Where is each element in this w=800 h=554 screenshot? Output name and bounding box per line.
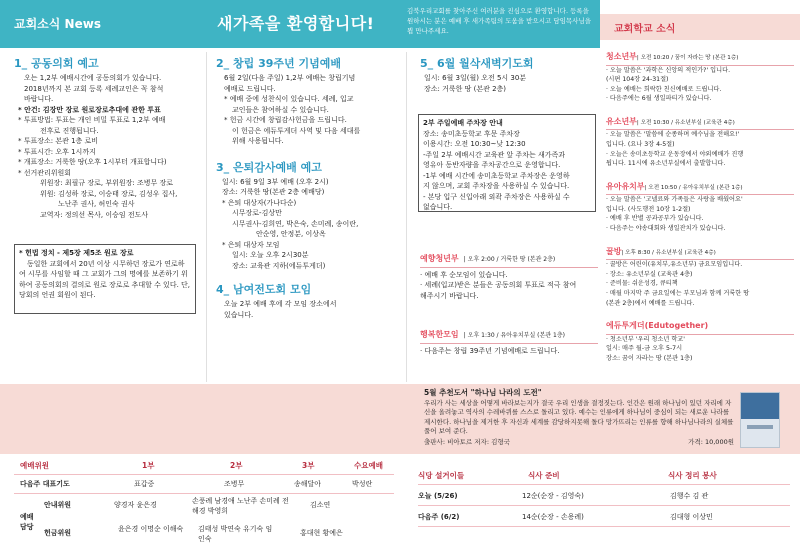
school-group-line: 입니다. (요나 3장 4-5절)	[606, 140, 675, 148]
text-line: 6월 2일(다음 주일) 1,2부 예배는 창립기념	[224, 74, 356, 82]
meal-h1: 식사 준비	[528, 471, 560, 480]
duty-h2: 2부	[230, 461, 243, 470]
section-5-body	[420, 73, 595, 94]
text-line: 위해 사용됩니다.	[232, 137, 284, 145]
bullet-line: 위원: 김성하 장로, 이승태 장로, 김성우 집사,	[40, 189, 178, 198]
meal-table	[418, 470, 790, 527]
duty-prayer-4: 박성란	[352, 480, 373, 488]
school-title: 교회학교 소식	[614, 24, 676, 35]
offering-label: 헌금위원	[44, 529, 72, 537]
section-1-title: 1_ 공동의회 예고	[14, 57, 99, 70]
text-line: 오늘 2부 예배 후에 각 모임 장소에서	[224, 300, 337, 308]
school-group-line: · 오늘 말씀은 '과학은 신앙의 적인가?' 입니다.	[606, 66, 731, 74]
meal-row-today	[418, 485, 790, 505]
duty-h1: 1부	[142, 461, 155, 470]
bullet-line: * 안건: 김장만 장로 원로장로추대에 관한 투표	[18, 105, 161, 114]
bullet-line: 노난주 권사, 허인숙 권사	[58, 200, 135, 208]
duty-prayer-2: 조병무	[224, 480, 245, 488]
school-group-line: · 오늘 예배는 희락한 친신예배로 드립니다.	[606, 85, 722, 93]
text-line: 안순영, 안정분, 이상옥	[256, 230, 326, 238]
school-group-line: 입니다. (사도행전 10장 1-2절)	[606, 205, 691, 213]
usher-label: 안내위원	[44, 501, 72, 509]
meal-h2: 식사 정리 봉사	[668, 471, 717, 480]
youth-body	[420, 270, 598, 302]
text-line: 장소: 교육관 지하(에듀투게더)	[232, 261, 326, 270]
school-group-line: · 꿀방은 어린이(유치부,유소년부) 금요모임입니다.	[606, 261, 743, 269]
text-line: 일시: 6월 9일 3부 예배 (오후 2시)	[222, 177, 329, 186]
duty-header-row	[14, 460, 394, 474]
bullet-line: 교역자: 정의선 목사, 이승임 전도사	[40, 210, 149, 219]
duty-h3: 3부	[302, 461, 315, 470]
meal-h0: 식당 설거이들	[418, 471, 465, 480]
text-line: · 세례(입교)받은 분들은 공동의회 투표로 적극 참여	[420, 281, 577, 289]
bullet-line: 전후로 진행됩니다.	[40, 126, 99, 135]
school-group	[606, 44, 794, 104]
school-group	[606, 174, 794, 234]
section-1-bullets	[14, 105, 204, 221]
school-group-line: 장소: 꿈이 자라는 땅 (본관 1층)	[606, 354, 693, 362]
offering-1: 윤은경 이명순 이해숙	[118, 525, 184, 533]
duty-prayer-1: 표갑중	[134, 480, 155, 488]
school-group-line: · 오늘 말씀은 '고넬료와 가족들은 사랑을 배웠어요'	[606, 196, 743, 204]
book-cover-image	[740, 392, 780, 448]
col-4-school	[606, 44, 794, 368]
page-title: 새가족을 환영합니다!	[217, 14, 375, 33]
bullet-line: * 선거관리위원회	[18, 168, 72, 177]
text-line: 일시: 6월 3일(월) 오전 5시 30분	[424, 74, 527, 82]
text-line: 장소: 거룩한 땅 (본관 2층)	[424, 84, 507, 93]
section-5-title: 5_ 6월 월삭새벽기도회	[420, 57, 534, 70]
text-line: 바랍니다.	[24, 95, 54, 103]
usher-3: 김소연	[310, 501, 331, 509]
text-line: 예배로 드립니다.	[224, 84, 276, 93]
text-line: 일시: 오늘 오후 2시30분	[232, 251, 309, 259]
duty-side-label: 예배 담당	[20, 513, 34, 531]
text-line: 장소: 송미초등학교 후문 주차장	[423, 129, 520, 138]
happy-body	[420, 346, 598, 357]
constitution-title: * 헌법 정치 - 제5장 제5조 원로 장로	[19, 249, 134, 257]
text-line: * 은퇴 대상자(가나다순)	[222, 198, 297, 207]
text-line: 있습니다.	[224, 310, 254, 319]
text-line: - 본당 입구 신입아래 외곽 주차장은 사용하실 수	[423, 192, 570, 201]
book-info	[424, 388, 736, 447]
meal-next-prep: 14순(순장 - 손용례)	[522, 513, 584, 521]
parking-body	[423, 129, 591, 213]
welcome-title-box	[205, 0, 395, 48]
parking-title: 2부 주일예배 주차장 안내	[423, 119, 503, 127]
school-group-line: 일시: 매주 월-금 오후 5-7시	[606, 345, 683, 353]
school-group-title: 유소년부	[606, 116, 637, 126]
col-3	[420, 55, 595, 94]
school-group-title: 에듀투게더(Edutogether)	[606, 321, 709, 331]
school-group-line: · 매월 마지막 주 금요일에는 부모님과 함께 거룩한 땅	[606, 289, 750, 297]
duty-table	[14, 460, 394, 554]
text-line: 이용시간: 오전 10:30~낮 12:30	[423, 140, 526, 148]
school-group-line: 됩니다. 11시에 유소년부실에서 출발합니다.	[606, 160, 726, 168]
book-title: 5월 추천도서 "하나님 나라의 도전"	[424, 388, 542, 397]
school-group	[606, 239, 794, 308]
school-group-sub: | 오전 10:20 / 꿈이 자라는 땅 (본관 1층)	[636, 55, 739, 61]
school-group-line: · 준비물: 쉬운성경, 큐티책	[606, 280, 678, 288]
text-line: 교인들은 참여하실 수 있습니다.	[232, 105, 329, 114]
col-1	[14, 55, 204, 220]
section-4-title: 4_ 남여전도회 모임	[216, 283, 312, 296]
school-group-line: · 다음주는 야송대회와 생일잔치가 있습니다.	[606, 225, 726, 233]
text-line: 시무권사-김희연, 박은숙, 손미례, 송이란,	[232, 219, 359, 228]
section-4-body	[216, 299, 401, 320]
text-line: 2018년까지 본 교회 등록 세례교인은 꼭 참석	[24, 84, 164, 93]
youth-title: 예향청년부	[420, 254, 459, 263]
text-line: -주일 2부 예배시간 교육관 앞 주차는 새가족과	[423, 150, 566, 159]
school-group-line: · 오늘 말씀은 '말씀에 순종하며 예수님을 전해요!'	[606, 131, 740, 139]
text-line: 시무장로-김상만	[232, 209, 282, 217]
text-line: 영유아 동반자량을 주차공간으로 운영합니다.	[423, 161, 561, 169]
welcome-note	[395, 0, 600, 48]
book-price: 가격: 10,000원	[688, 437, 734, 446]
school-group-line: (본관 2층)에서 예배를 드립니다.	[606, 299, 695, 307]
school-group-title: 유아유치부	[606, 181, 645, 191]
meal-next-label: 다음주 (6/2)	[418, 513, 460, 521]
school-group-line: · 장소: 유소년부실 (교육관 4층)	[606, 270, 693, 278]
meal-today-prep: 12순(순장 - 김영숙)	[522, 492, 584, 500]
text-line: * 은퇴 대상자 모임	[222, 240, 280, 249]
section-3-body	[216, 177, 401, 272]
school-group	[606, 313, 794, 363]
divider-1	[206, 52, 207, 382]
bullet-line: * 투표장소: 본관 1층 로비	[18, 137, 99, 145]
constitution-box	[14, 244, 196, 314]
section-2-title: 2_ 창립 39주년 기념예배	[216, 57, 341, 70]
text-line: 이 헌금은 에듀투게더 사역 및 다음 세대를	[232, 126, 361, 135]
youth-section	[420, 246, 598, 301]
school-group-sub: | 오전 10:50 / 유아유치부실 (본관 1층)	[644, 184, 743, 191]
bullet-line: * 투표방법: 투표는 개인 비밀 투표로 1,2부 예배	[18, 116, 166, 124]
divider-2	[406, 52, 407, 382]
meal-next-clean: 김대형 이상민	[670, 513, 713, 521]
constitution-text: 동일한 교회에서 20년 이상 시무하던 장로가 연로하여 시무를 사임할 때 그 교회가 그의 명예를 보존하기 위하여 공동의회의 결의로 원로 장로로 추대할 수 있다. 단, 당회의 언권 회원이 된다.	[19, 259, 191, 299]
school-group-line: · 다음주에는 6월 생일파티가 있습니다.	[606, 95, 712, 103]
text-line: 오는 1,2부 예배시간에 공동의회가 있습니다.	[24, 74, 162, 82]
section-2-body	[216, 73, 401, 147]
bullet-line: 위원장: 최필규 장로, 부위원장: 조병무 장로	[40, 179, 174, 187]
duty-sub-rows	[14, 494, 394, 554]
school-group-line: · 예배 후 반별 공과공부가 있습니다.	[606, 215, 704, 223]
parking-box	[418, 114, 596, 212]
bullet-line: * 개표장소: 거룩한 땅(오후 1시부터 개표합니다)	[18, 158, 167, 166]
usher-1: 양경자 윤은경	[114, 501, 157, 509]
duty-h0: 예배위원	[20, 461, 49, 470]
usher-2: 손풍례 남경애 노난주 손미례 전해경 박영희	[192, 497, 289, 515]
happy-section	[420, 322, 598, 356]
duty-prayer-label: 다음주 대표기도	[20, 480, 70, 488]
text-line: · 다음주는 창립 39주년 기념예배로 드립니다.	[420, 346, 560, 355]
bullet-line: * 투표시간: 오후 1시까지	[18, 147, 96, 156]
welcome-text: 김북우리교회를 찾아주신 여러분을 진심으로 환영합니다. 등록을 원하시는 분은 예배 후 새가족팀의 도움을 받으시고 담임목사님을 뵙 만나주세요.	[407, 7, 591, 35]
meal-today-clean: 김행수 김 관	[670, 492, 709, 500]
offering-2: 김태성 박연숙 유기숙 임인숙	[198, 525, 273, 543]
book-text: 우리가 사는 세상을 어떻게 바라보는지가 결국 우리 인생을 결정짓는다. 인간은 원래 하나님이 있던 자리에 자신을 올려놓고 역사의 수레바퀴를 스스로 돌리고 있다. 예수는 인류에게 하나님이 중심이 되는 새로운 나라를 제시한다. 하나님을 제거한 후 자신과 세계를 감당하지못해 돌다 망가뜨리는 인류를 향해 하나님나라의 실체를 풀어 보여 준다.	[424, 398, 734, 435]
text-line: -1부 예배 시간에 송미초등학교 주차장은 운영하	[423, 171, 570, 180]
book-publisher-author: 출판사: 비아토르 저자: 김형국	[424, 437, 510, 446]
text-line: 장소: 거룩한 땅(본관 2층 예배당)	[222, 188, 325, 196]
youth-sub: | 오후 2:00 / 거룩한 땅 (본관 2층)	[463, 256, 556, 263]
happy-title: 행복한모임	[420, 330, 459, 339]
duty-row-prayer	[14, 475, 394, 493]
text-line: · 예배 후 순모임이 있습니다.	[420, 270, 508, 279]
section-1-body	[14, 73, 204, 105]
duty-h4: 수요예배	[354, 461, 383, 470]
meal-header-row	[418, 470, 790, 484]
news-label: 교회소식 News	[14, 17, 101, 31]
news-header	[0, 0, 205, 48]
text-line: 지 않으며, 교회 주차장을 사용하실 수 있습니다.	[423, 182, 570, 190]
school-group-sub: | 오후 8:30 / 유소년부실 (교육관 4층)	[621, 249, 716, 256]
school-group-title: 청소년부	[606, 52, 637, 61]
school-group-line: · 오늘은 송미초등학교 운동장에서 야외예배가 진행	[606, 150, 744, 158]
school-group-line: (시편 104장 24-31절)	[606, 76, 669, 84]
book-meta	[424, 437, 736, 448]
happy-sub: | 오후 1:30 / 유아유치부실 (본관 1층)	[463, 332, 565, 339]
text-line: * 예배 중에 성찬식이 있습니다. 세례, 입교	[224, 95, 354, 103]
text-line: 해주시기 바랍니다.	[420, 291, 479, 300]
col-2	[216, 55, 401, 320]
book-band	[0, 384, 800, 454]
text-line: 없습니다.	[423, 203, 453, 211]
offering-3: 홍대현 황예은	[300, 529, 343, 537]
school-header	[600, 0, 800, 48]
school-group-sub: | 오전 10:30 / 유소년부실 (교육관 4층)	[636, 119, 735, 126]
meal-row-next	[418, 506, 790, 526]
duty-area	[0, 454, 800, 554]
text-line: * 헌금 시간에 창립감사헌금을 드립니다.	[224, 116, 347, 124]
meal-today-label: 오늘 (5/26)	[418, 492, 458, 500]
section-3-title: 3_ 은퇴감사예배 예고	[216, 160, 322, 174]
school-group	[606, 109, 794, 169]
school-group-line: · 청소년부 '우리 청소년 학교'	[606, 335, 685, 343]
duty-prayer-3: 송해달아	[294, 480, 322, 488]
school-group-title: 꿀방	[606, 246, 622, 256]
